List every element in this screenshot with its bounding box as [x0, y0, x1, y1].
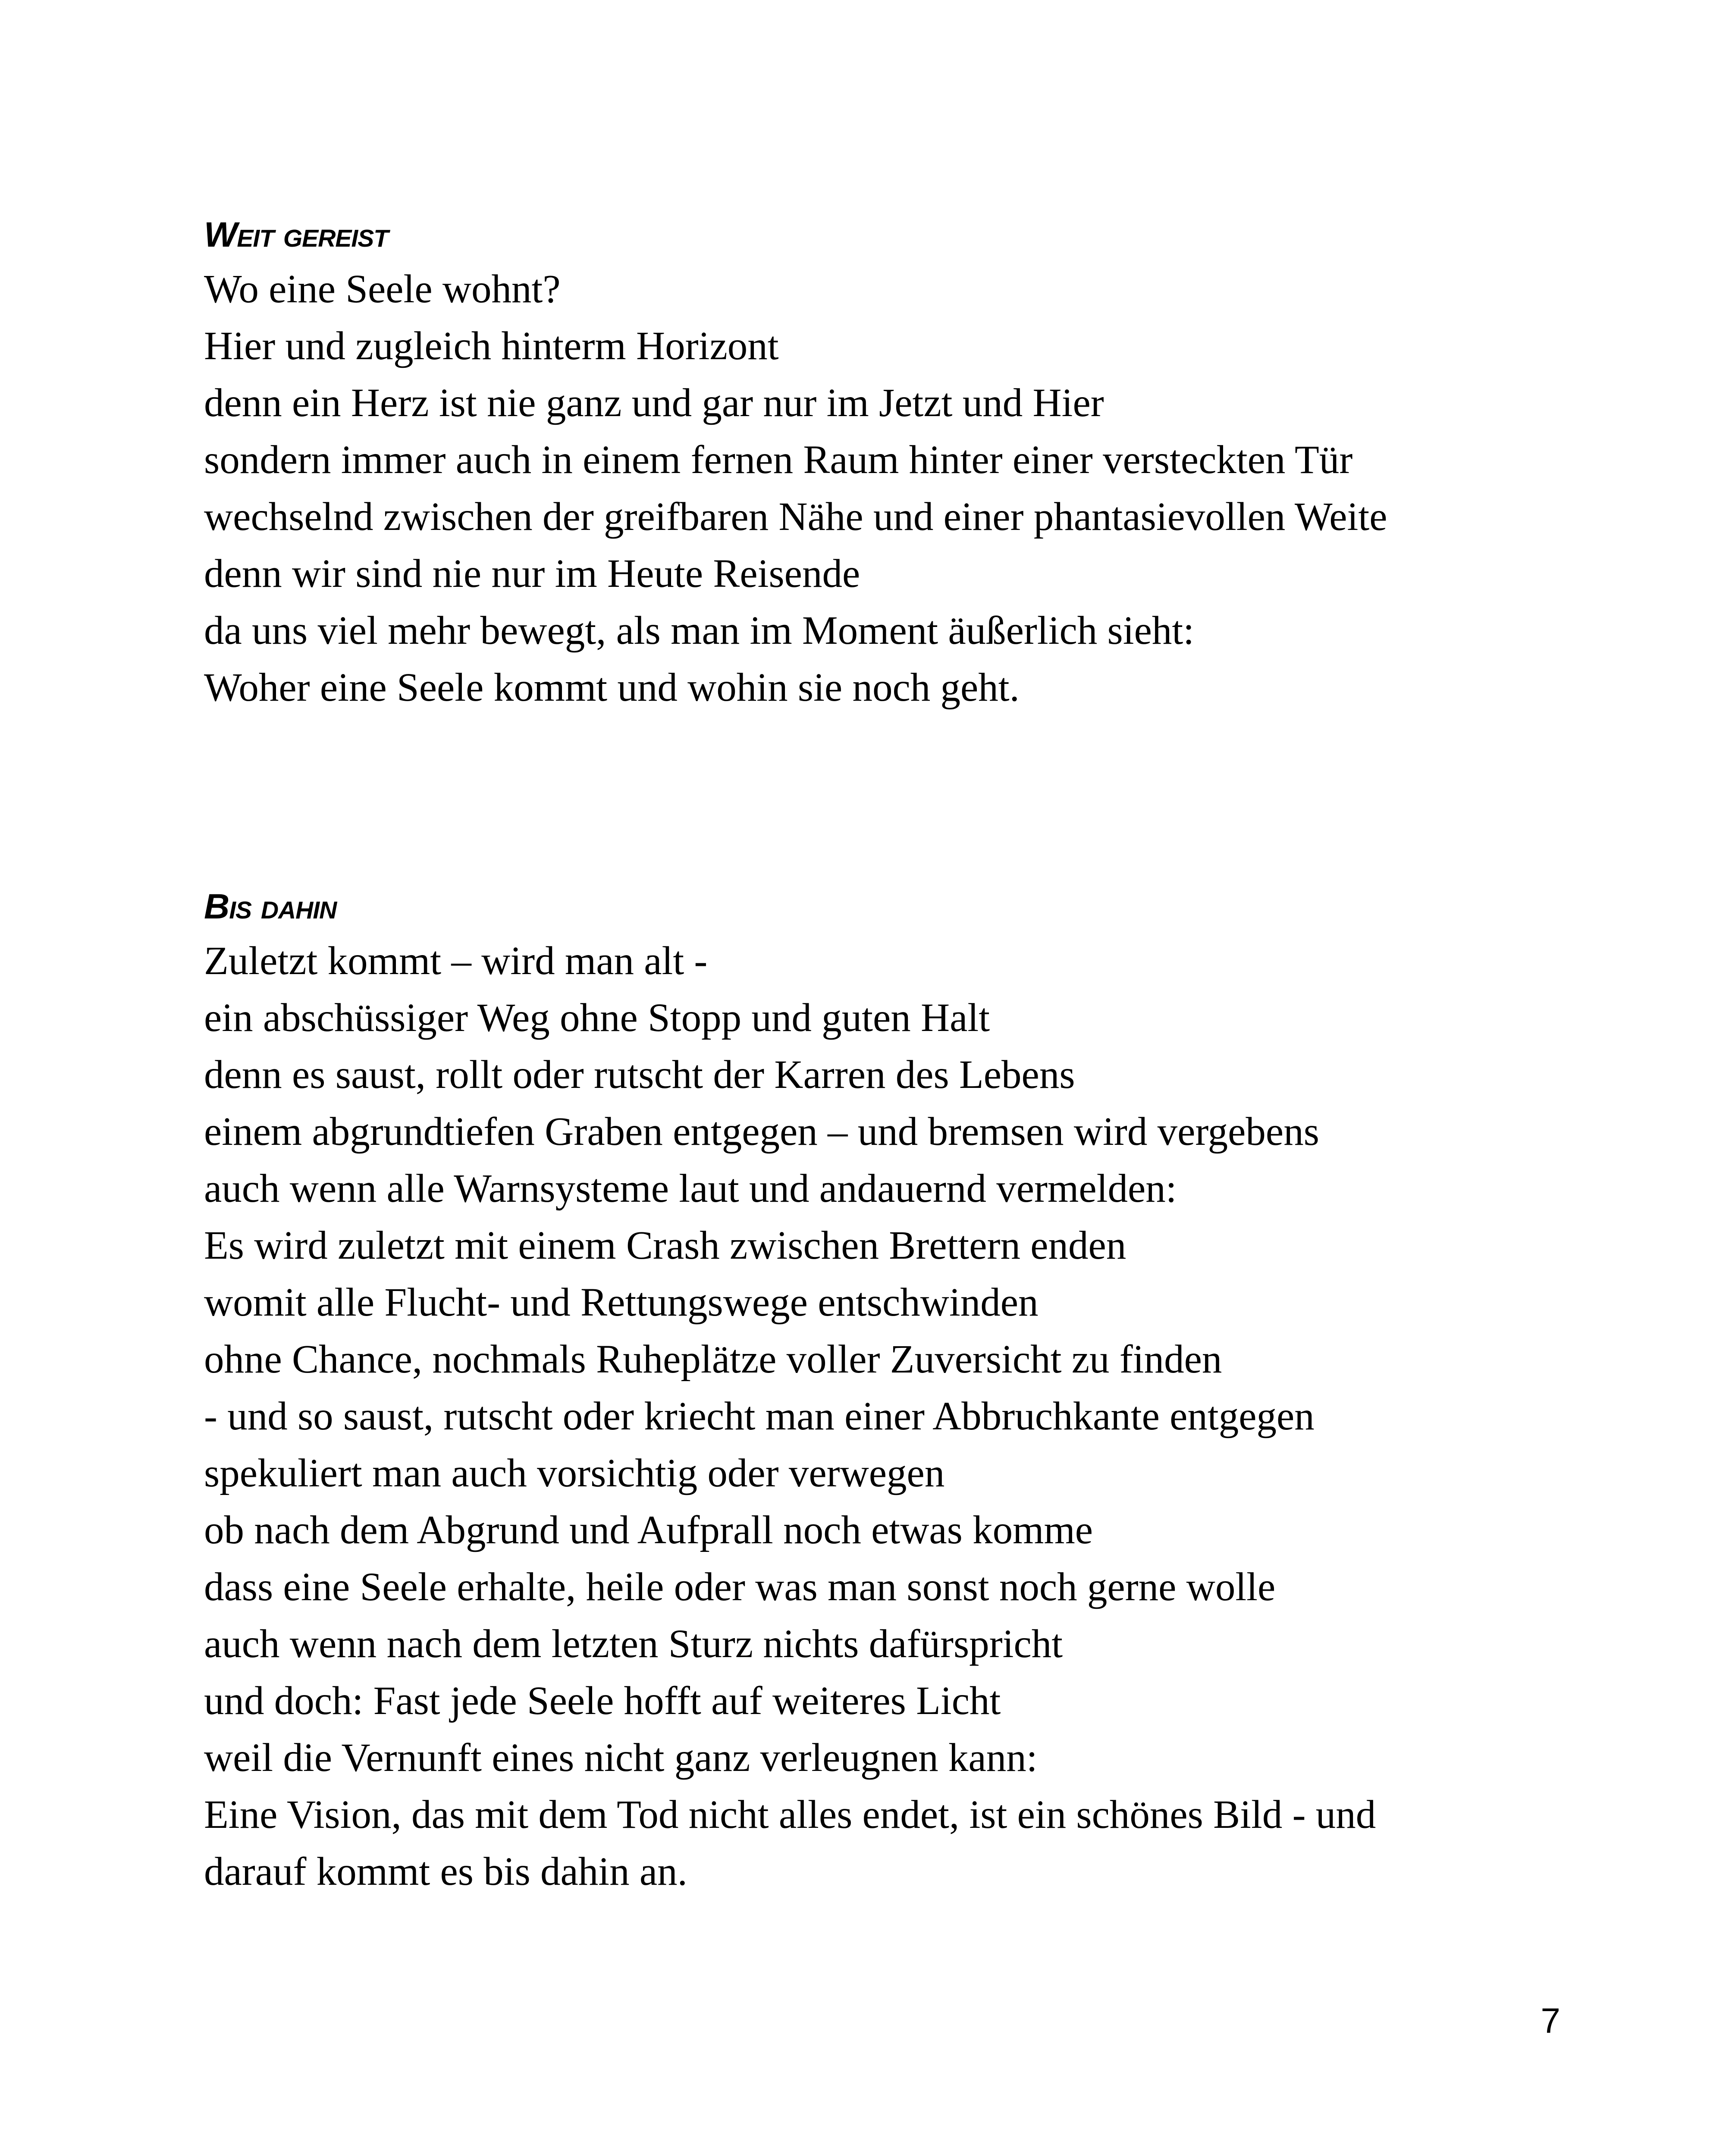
poem-line: ohne Chance, nochmals Ruheplätze voller Zuversicht zu finden	[204, 1337, 1222, 1382]
poem-line: spekuliert man auch vorsichtig oder verwegen	[204, 1451, 945, 1495]
poem-line: da uns viel mehr bewegt, als man im Moment äußerlich sieht:	[204, 608, 1195, 653]
poem-lines	[204, 261, 1584, 716]
poem-bis-dahin	[204, 886, 1584, 1900]
poem-line: und doch: Fast jede Seele hofft auf weiteres Licht	[204, 1679, 1001, 1723]
poem-line: darauf kommt es bis dahin an.	[204, 1849, 687, 1894]
poem-line: denn ein Herz ist nie ganz und gar nur im Jetzt und Hier	[204, 381, 1104, 425]
poem-line: wechselnd zwischen der greifbaren Nähe und einer phantasievollen Weite	[204, 495, 1387, 539]
poem-line: dass eine Seele erhalte, heile oder was man sonst noch gerne wolle	[204, 1565, 1276, 1609]
poem-line: auch wenn alle Warnsysteme laut und andauernd vermelden:	[204, 1166, 1177, 1211]
poem-line: einem abgrundtiefen Graben entgegen – und bremsen wird vergebens	[204, 1109, 1319, 1154]
poem-line: Wo eine Seele wohnt?	[204, 267, 561, 311]
poem-line: Eine Vision, das mit dem Tod nicht alles endet, ist ein schönes Bild - und	[204, 1792, 1376, 1837]
poem-line: sondern immer auch in einem fernen Raum hinter einer versteckten Tür	[204, 438, 1353, 482]
poem-line: - und so saust, rutscht oder kriecht man einer Abbruchkante entgegen	[204, 1394, 1315, 1438]
poem-line: Hier und zugleich hinterm Horizont	[204, 324, 779, 368]
poem-line: ob nach dem Abgrund und Aufprall noch etwas komme	[204, 1508, 1093, 1552]
poem-title: Weit gereist	[204, 215, 389, 254]
poem-line: denn es saust, rollt oder rutscht der Karren des Lebens	[204, 1053, 1075, 1097]
poem-line: Woher eine Seele kommt und wohin sie noch geht.	[204, 665, 1020, 710]
page-number: 7	[1541, 2001, 1560, 2040]
poem-line: weil die Vernunft eines nicht ganz verleugnen kann:	[204, 1736, 1038, 1780]
poem-weit-gereist	[204, 214, 1584, 716]
poem-line: Zuletzt kommt – wird man alt -	[204, 939, 708, 983]
poem-line: denn wir sind nie nur im Heute Reisende	[204, 552, 860, 596]
poem-lines	[204, 933, 1584, 1900]
poem-line: ein abschüssiger Weg ohne Stopp und guten Halt	[204, 996, 990, 1040]
poem-line: Es wird zuletzt mit einem Crash zwischen Brettern enden	[204, 1223, 1126, 1268]
poem-line: auch wenn nach dem letzten Sturz nichts dafürspricht	[204, 1622, 1063, 1666]
poem-line: womit alle Flucht- und Rettungswege entschwinden	[204, 1280, 1039, 1325]
poem-title: Bis dahin	[204, 887, 337, 926]
